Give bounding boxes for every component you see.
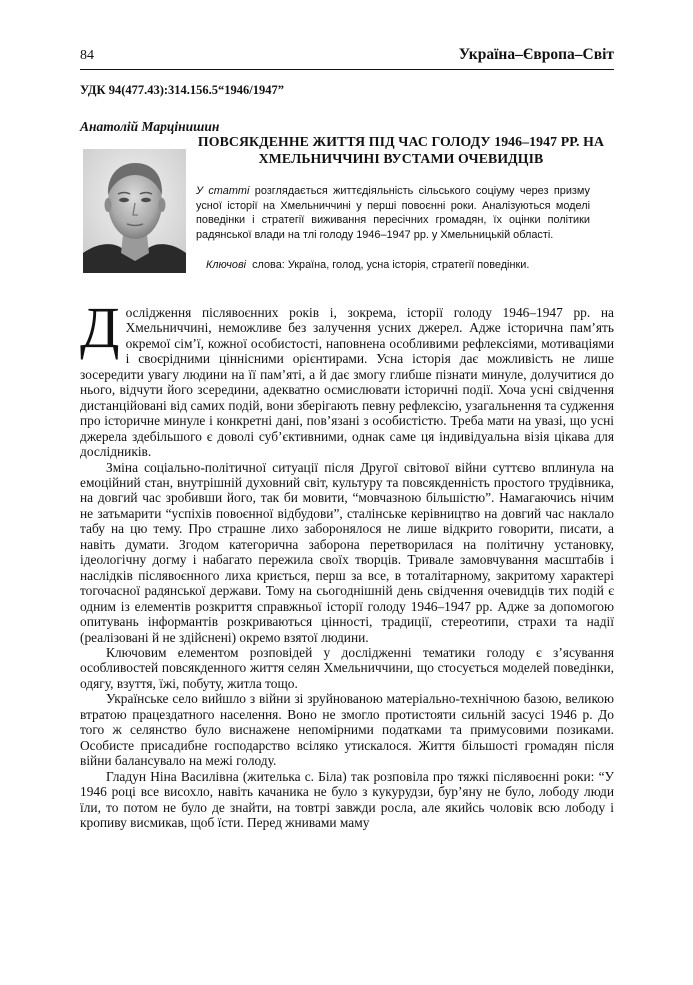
page-number: 84 — [80, 48, 94, 63]
author-photo — [83, 149, 186, 273]
paragraph-2: Зміна соціально-політичної ситуації після Другої світової війни суттєво вплинула на емоційний стан, внутрішній духовний світ, культуру та повсякденність простого трудівника, на довгий час зробивши його, так би мовити, “мовчазною більшістю”. Намагаючись нічим не затьмарити “успіхів повоєнної відбудови”, сталінське керівництво на довгий час наклало табу на цю тему. Про страшне лихо заборонялося не лише відкрито говорити, писати, а навіть думати. Згодом категорична заборона перетворилася на політичну установку, ідеологічну догму і набагато пережила своїх творців. Тривале замовчування масштабів і наслідків післявоєнного лиха криється, перш за все, в тоталітарному, закритому характері тогочасної радянської держави. Тому на сьогоднішній день свідчення очевидців тих подій є одним із елементів розкриття справжньої історії голоду 1946–1947 рр. Адже за допомогою опитувань інформантів розкриваються цінності, традиції, стереотипи, страхи та надії (реалізовані й не здійснені) окремо взятої людини. — [80, 459, 614, 645]
drop-cap: Д — [80, 295, 120, 360]
abstract-lead: У статті — [196, 185, 250, 197]
abstract-text: розглядається життєдіяльність сільського соціуму через призму усної історії на Хмельниччині у перші повоєнні роки. Аналізуються моделі поведінки і стратегії виживання пересічних громадян, їх оцінки політики радянської влади на тлі голоду 1946–1947 рр. у Хмельницькій області. — [196, 185, 590, 241]
author-name: Анатолій Марцінишин — [80, 119, 220, 134]
keywords-text: слова: Україна, голод, усна історія, стратегії поведінки. — [252, 259, 530, 271]
paragraph-4: Українське село вийшло з війни зі зруйнованою матеріально-технічною базою, великою втратою працездатного населення. Воно не змогло протистояти сильній засусі 1946 р. До того ж селянство було виснажене непомірними податками та примусовими позиками. Особисте присадибне господарство всіляко утискалося. Життя більшості громадян після війни балансувало на межі голоду. — [80, 691, 614, 769]
keywords-lead: Ключові — [206, 259, 247, 271]
journal-title: Україна–Європа–Світ — [458, 46, 614, 63]
keywords — [206, 258, 596, 273]
article-title: ПОВСЯКДЕННЕ ЖИТТЯ ПІД ЧАС ГОЛОДУ 1946–1947 РР. НА ХМЕЛЬНИЧЧИНІ ВУСТАМИ ОЧЕВИДЦІВ — [197, 134, 605, 166]
paragraph-5: Гладун Ніна Василівна (жителька с. Біла) так розповіла про тяжкі післявоєнні роки: “У 1946 році все висохло, навіть качаника не було з кукурудзи, бур’яну не було, лободу люди їли, то потом не було де знайти, на товтрі завжди росла, але якийсь чоловік всю лободу і кропиву висмикав, щоб їсти. Перед жнивами маму — [80, 768, 614, 830]
paragraph-3: Ключовим елементом розповідей у дослідженні тематики голоду є з’ясування особливостей повсякденного життя селян Хмельниччини, що стосується моделей поведінки, одягу, взуття, їжі, побуту, житла тощо. — [80, 644, 614, 691]
paragraph-1 — [80, 295, 614, 460]
header-divider — [80, 69, 614, 70]
running-header — [80, 46, 614, 68]
udk-code: УДК 94(477.43):314.156.5“1946/1947” — [80, 83, 285, 97]
paragraph-1-text: ослідження післявоєнних років і, зокрема, історії голоду 1946–1947 рр. на Хмельниччині, неможливе без залучення усних джерел. Адже історична пам’ять окремої сім’ї, кожної особистості, наповнена особливими рефлексіями, мотиваціями і своєрідними ціннісними орієнтирами. Усна історія дає можливість не лише зосередити увагу людини на її пам’яті, а й дає змогу глибше пізнати минуле, долучитися до нього, відчути його зсередини, адекватно осмислювати історичні події. Хоча усні свідчення дистанційовані від самих подій, вони зберігають певну рефлексію, узагальнення та судження про історичне минуле і конкретні дані, пов’язані з особистістю. Треба мати на увазі, що усні джерела здебільшого є доволі суб’єктивними, однак саме ця індивідуальна візія цікава для дослідників. — [80, 305, 614, 460]
abstract — [196, 184, 590, 242]
article-body — [80, 295, 614, 830]
author-photo-image — [83, 149, 186, 273]
